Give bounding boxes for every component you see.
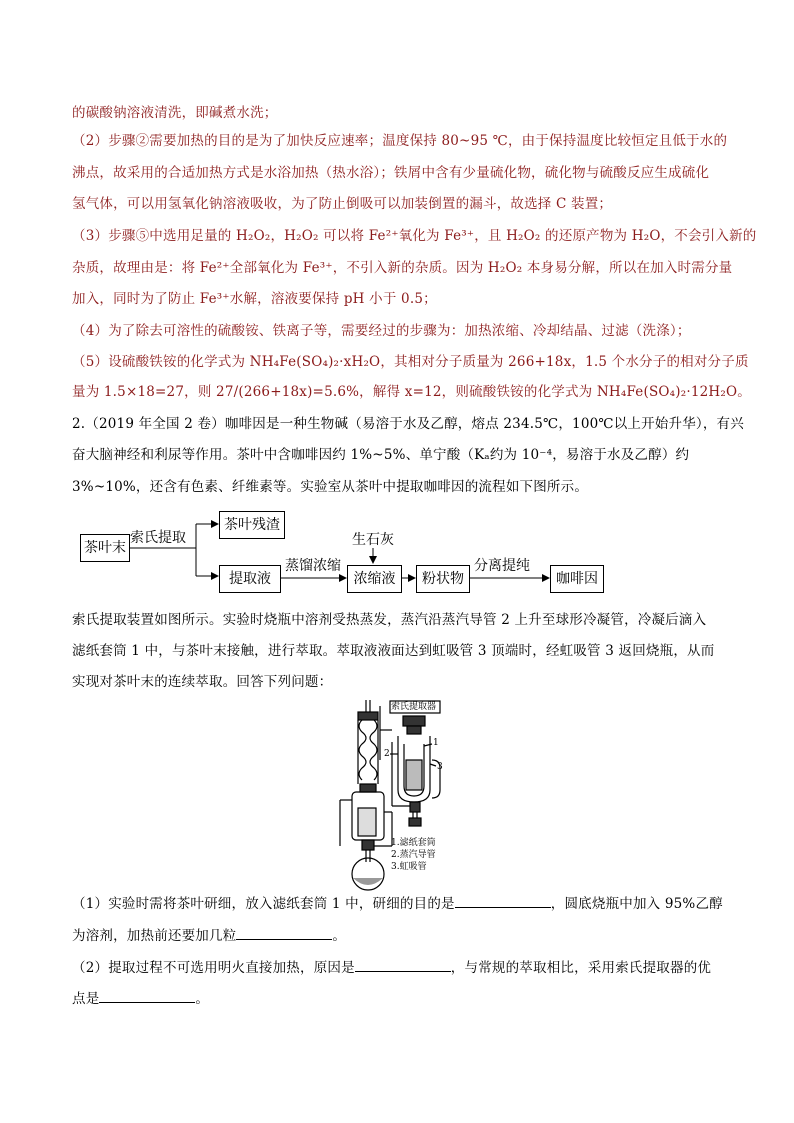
question-2-text-a: （2）提取过程不可选用明火直接加热，原因是 <box>72 960 355 976</box>
apparatus-legend-filter-thimble: 1.滤纸套筒 <box>391 838 436 848</box>
answer-line-1: 的碳酸钠溶液清洗，即碱煮水洗； <box>72 105 278 121</box>
question-2-line-1 <box>72 957 711 978</box>
box-tea-powder: 茶叶末 <box>80 534 130 562</box>
question-1-text-d: 。 <box>332 928 347 944</box>
answer-line-10: 量为 1.5×18=27，则 27/(266+18x)=5.6%，解得 x=12，则硫酸铁铵的化学式为 NH₄Fe(SO₄)₂·12H₂O。 <box>72 384 751 400</box>
box-caffeine: 咖啡因 <box>550 565 604 593</box>
answer-line-9: （5）设硫酸铁铵的化学式为 NH₄Fe(SO₄)₂·xH₂O，其相对分子质量为 266+18x，1.5 个水分子的相对分子质 <box>72 354 749 370</box>
question-2-text-c: 点是 <box>72 991 100 1007</box>
answer-blank-3[interactable] <box>355 957 451 972</box>
answer-line-3: 沸点，故采用的合适加热方式是水浴加热（热水浴）；铁屑中含有少量硫化物，硫化物与硫酸反应生成硫化 <box>72 165 710 181</box>
apparatus-title: 索氏提取器 <box>391 702 437 712</box>
question-1-text-a: （1）实验时需将茶叶研细，放入滤纸套筒 1 中，研细的目的是 <box>72 896 455 912</box>
answer-line-2: （2）步骤②需要加热的目的是为了加快反应速率；温度保持 80~95 ℃，由于保持温度比较恒定且低于水的 <box>72 133 728 149</box>
answer-line-4: 氢气体，可以用氢氧化钠溶液吸收，为了防止倒吸可以加装倒置的漏斗，故选择 C 装置； <box>72 196 613 212</box>
answer-line-6: 杂质，故理由是：将 Fe²⁺全部氧化为 Fe³⁺，不引入新的杂质。因为 H₂O₂ 本身易分解，所以在加入时需分量 <box>72 260 733 276</box>
question-stem-line-2: 奋大脑神经和利尿等作用。茶叶中含咖啡因约 1%~5%、单宁酸（Kₐ约为 10⁻⁴，易溶于水及乙醇）约 <box>72 447 690 463</box>
question-stem-line-1: 2.（2019 年全国 2 卷）咖啡因是一种生物碱（易溶于水及乙醇，熔点 234.5℃，100℃以上开始升华），有兴 <box>72 416 744 432</box>
question-1-text-c: 为溶剂，加热前还要加几粒 <box>72 928 237 944</box>
label-quicklime: 生石灰 <box>352 532 394 548</box>
label-distill-concentrate: 蒸馏浓缩 <box>285 558 341 574</box>
question-2-text-d: 。 <box>195 991 210 1007</box>
answer-blank-2[interactable] <box>236 925 332 940</box>
question-1-line-1 <box>72 893 723 914</box>
label-separate-purify: 分离提纯 <box>474 558 530 574</box>
answer-blank-4[interactable] <box>99 988 195 1003</box>
box-extract-liquid: 提取液 <box>219 565 281 593</box>
apparatus-number-1: 1 <box>433 738 439 748</box>
apparatus-number-3: 3 <box>437 762 443 772</box>
question-2-line-2 <box>72 988 209 1009</box>
apparatus-legend-siphon: 3.虹吸管 <box>391 862 427 872</box>
answer-blank-1[interactable] <box>455 893 551 908</box>
box-concentrate: 浓缩液 <box>347 565 402 593</box>
question-2-text-b: ，与常规的萃取相比，采用索氏提取器的优 <box>450 960 712 976</box>
soxhlet-desc-line-1: 索氏提取装置如图所示。实验时烧瓶中溶剂受热蒸发，蒸汽沿蒸汽导管 2 上升至球形冷凝管，冷凝后滴入 <box>72 612 707 628</box>
answer-line-8: （4）为了除去可溶性的硫酸铵、铁离子等，需要经过的步骤为：加热浓缩、冷却结晶、过滤（洗涤）； <box>72 323 691 339</box>
apparatus-legend-vapor-tube: 2.蒸汽导管 <box>391 850 436 860</box>
apparatus-number-2: 2 <box>384 749 390 759</box>
answer-line-7: 加入，同时为了防止 Fe³⁺水解，溶液要保持 pH 小于 0.5； <box>72 291 437 307</box>
question-1-text-b: ，圆底烧瓶中加入 95%乙醇 <box>550 896 723 912</box>
label-soxhlet-extraction: 索氏提取 <box>130 530 186 546</box>
box-tea-residue: 茶叶残渣 <box>219 511 285 539</box>
question-stem-line-3: 3%~10%，还含有色素、纤维素等。实验室从茶叶中提取咖啡因的流程如下图所示。 <box>72 479 589 495</box>
box-powder: 粉状物 <box>416 565 470 593</box>
answer-line-5: （3）步骤⑤中选用足量的 H₂O₂，H₂O₂ 可以将 Fe²⁺氧化为 Fe³⁺，且 H₂O₂ 的还原产物为 H₂O，不会引入新的 <box>72 228 757 244</box>
soxhlet-desc-line-3: 实现对茶叶末的连续萃取。回答下列问题： <box>72 674 333 690</box>
question-1-line-2 <box>72 925 346 946</box>
soxhlet-desc-line-2: 滤纸套筒 1 中，与茶叶末接触，进行萃取。萃取液液面达到虹吸管 3 顶端时，经虹吸管 3 返回烧瓶，从而 <box>72 643 715 659</box>
